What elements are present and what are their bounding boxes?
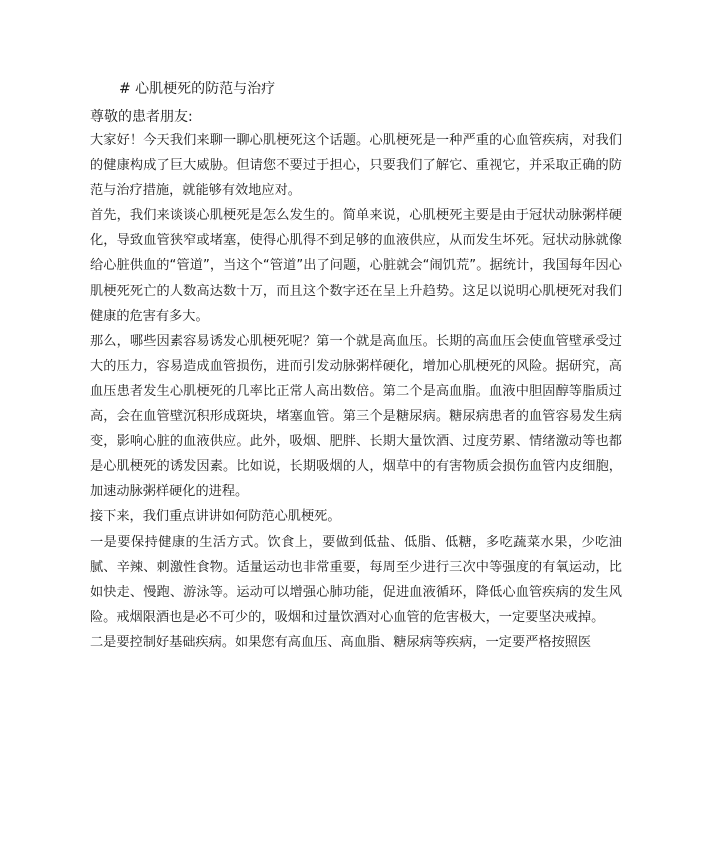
paragraph-intro: 大家好！今天我们来聊一聊心肌梗死这个话题。心肌梗死是一种严重的心血管疾病，对我们的健康构成了巨大威胁。但请您不要过于担心，只要我们了解它、重视它，并采取正确的防范与治疗措施，就能够有效地应对。 xyxy=(90,133,622,199)
document-title: # 心肌梗死的防范与治疗 xyxy=(119,81,276,97)
paragraph-cause: 首先，我们来谈谈心肌梗死是怎么发生的。简单来说，心肌梗死主要是由于冠状动脉粥样硬化，导致血管狭窄或堵塞，使得心肌得不到足够的血液供应，从而发生坏死。冠状动脉就像给心脏供血的“管道”，当这个“管道”出了问题，心脏就会“闹饥荒”。据统计，我国每年因心肌梗死死亡的人数高达数十万，而且这个数字还在呈上升趋势。这足以说明心肌梗死对我们健康的危害有多大。 xyxy=(90,208,622,324)
paragraph-prevention-intro: 接下来，我们重点讲讲如何防范心肌梗死。 xyxy=(90,509,341,525)
document-page xyxy=(90,70,622,655)
paragraph-lifestyle: 一是要保持健康的生活方式。饮食上，要做到低盐、低脂、低糖，多吃蔬菜水果，少吃油腻、辛辣、刺激性食物。适量运动也非常重要，每周至少进行三次中等强度的有氧运动，比如快走、慢跑、游泳等。运动可以增强心肺功能，促进血液循环，降低心血管疾病的发生风险。戒烟限酒也是必不可少的，吸烟和过量饮酒对心血管的危害极大，一定要坚决戒掉。 xyxy=(90,534,622,625)
paragraph-risk-factors: 那么，哪些因素容易诱发心肌梗死呢？第一个就是高血压。长期的高血压会使血管壁承受过大的压力，容易造成血管损伤，进而引发动脉粥样硬化，增加心肌梗死的风险。据研究，高血压患者发生心肌梗死的几率比正常人高出数倍。第二个是高血脂。血液中胆固醇等脂质过高，会在血管壁沉积形成斑块，堵塞血管。第三个是糖尿病。糖尿病患者的血管容易发生病变，影响心脏的血液供应。此外，吸烟、肥胖、长期大量饮酒、过度劳累、情绪激动等也都是心肌梗死的诱发因素。比如说，长期吸烟的人，烟草中的有害物质会损伤血管内皮细胞，加速动脉粥样硬化的进程。 xyxy=(90,333,622,500)
paragraph-base-disease: 二是要控制好基础疾病。如果您有高血压、高血脂、糖尿病等疾病，一定要严格按照医 xyxy=(90,634,592,650)
salutation: 尊敬的患者朋友: xyxy=(90,109,193,125)
